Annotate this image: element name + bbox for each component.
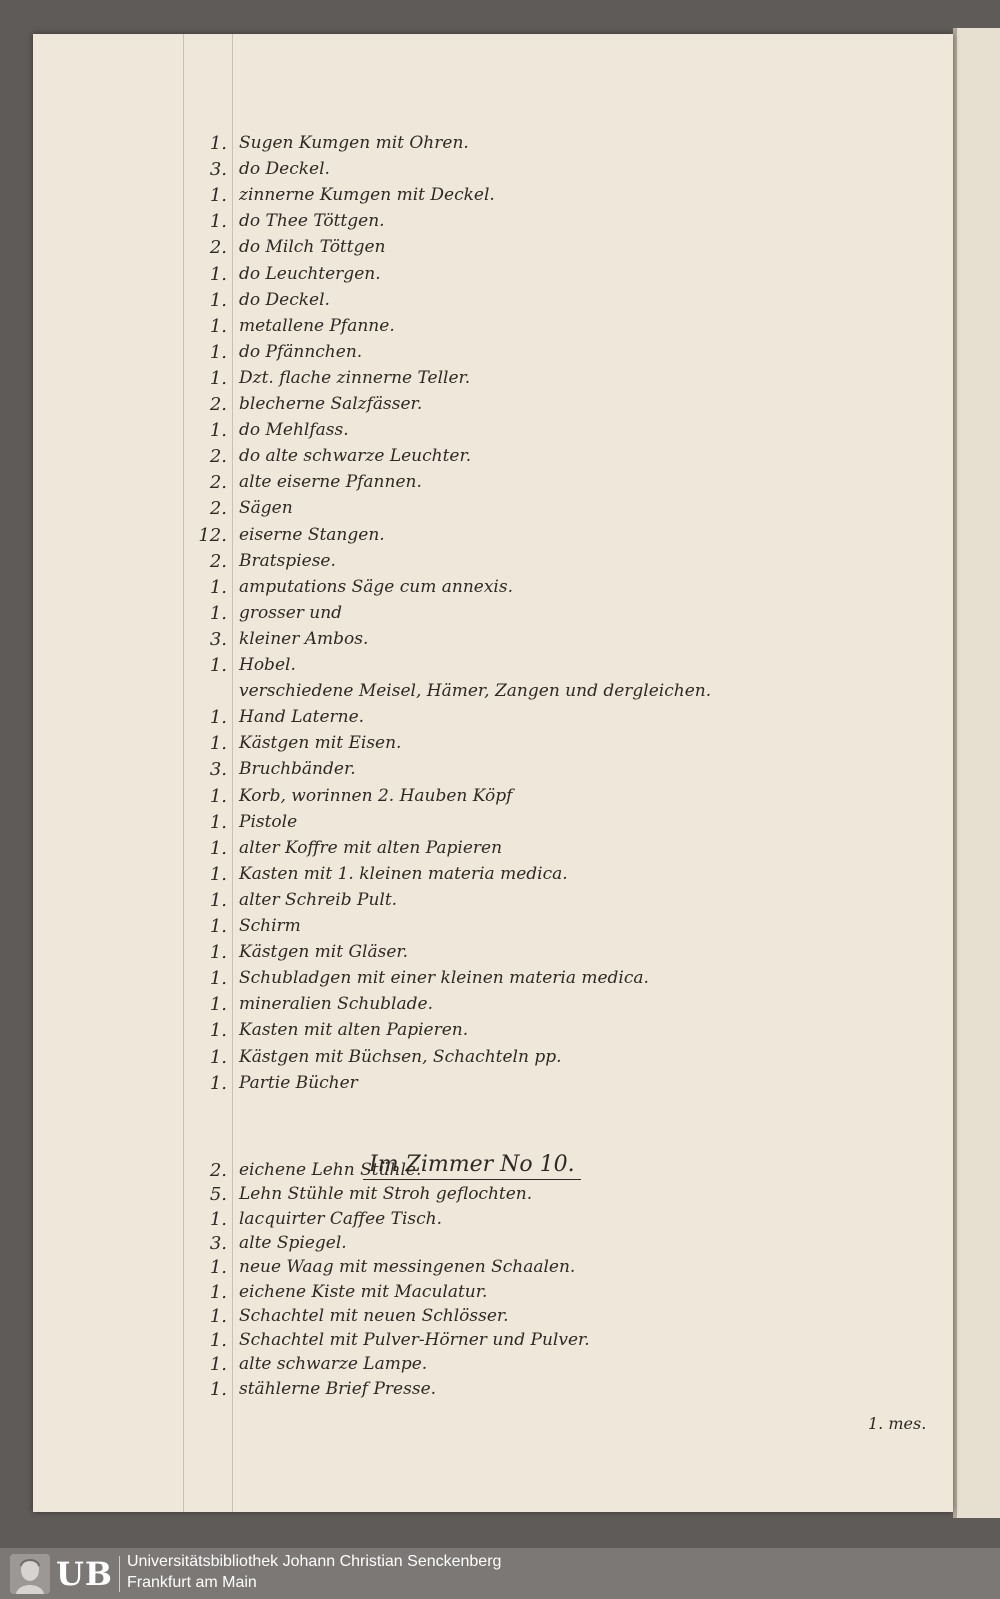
entry-description: mineralien Schublade. xyxy=(239,994,433,1015)
inventory-entry xyxy=(195,264,895,288)
inventory-entry xyxy=(195,159,895,183)
entry-description: alte eiserne Pfannen. xyxy=(239,472,422,493)
inventory-entry xyxy=(195,1306,895,1330)
entry-quantity: 1. xyxy=(209,811,227,833)
inventory-entry xyxy=(195,994,895,1018)
entry-quantity: 1. xyxy=(209,133,227,154)
inventory-entry xyxy=(195,1073,895,1097)
inventory-entry xyxy=(195,916,895,940)
entry-quantity: 1. xyxy=(209,655,227,676)
entry-description: Schubladgen mit einer kleinen materia medica. xyxy=(239,968,649,989)
inventory-entry xyxy=(195,968,895,992)
entry-quantity: 2. xyxy=(209,472,227,494)
ub-logo: UB xyxy=(56,1555,113,1593)
senckenberg-portrait-icon xyxy=(10,1554,50,1594)
entry-description: amputations Säge cum annexis. xyxy=(239,576,514,597)
entry-description: Kästgen mit Gläser. xyxy=(239,942,409,963)
entry-description: eichene Lehn Stühle. xyxy=(239,1160,422,1180)
entry-description: Kasten mit alten Papieren. xyxy=(239,1020,469,1041)
entry-description: alte schwarze Lampe. xyxy=(239,1354,428,1375)
entry-quantity: 2. xyxy=(209,550,227,572)
inventory-entry xyxy=(195,655,895,679)
entry-quantity: 3. xyxy=(209,1232,227,1254)
entry-quantity: 1. xyxy=(209,707,227,729)
entry-description: alte Spiegel. xyxy=(239,1232,347,1253)
inventory-entry xyxy=(195,525,895,549)
entry-description: alter Schreib Pult. xyxy=(239,889,398,910)
library-footer xyxy=(0,1548,1000,1599)
entry-quantity: 1. xyxy=(209,968,227,990)
entry-quantity: 1. xyxy=(209,837,227,859)
entry-quantity: 2. xyxy=(209,237,227,259)
entry-description: blecherne Salzfässer. xyxy=(239,394,423,414)
entry-description: kleiner Ambos. xyxy=(239,628,369,649)
inventory-entry xyxy=(195,1354,895,1378)
entry-quantity: 3. xyxy=(209,159,227,181)
page-gutter-shadow xyxy=(953,28,957,1518)
inventory-entry xyxy=(195,1160,895,1184)
entry-quantity: 1. xyxy=(209,942,227,964)
entry-description: Kästgen mit Eisen. xyxy=(239,733,402,754)
entry-description: Sugen Kumgen mit Ohren. xyxy=(239,133,469,153)
entry-quantity: 1. xyxy=(209,916,227,937)
entry-quantity: 1. xyxy=(209,1330,227,1352)
inventory-entry xyxy=(195,890,895,914)
entry-description: Pistole xyxy=(239,811,298,832)
entry-quantity: 3. xyxy=(209,628,227,650)
entry-quantity: 1. xyxy=(209,211,227,233)
entry-quantity: 2. xyxy=(209,498,227,520)
entry-description: Partie Bücher xyxy=(239,1072,358,1093)
entry-description: do Milch Töttgen xyxy=(239,237,386,258)
entry-description: do Pfännchen. xyxy=(239,341,363,362)
inventory-entry xyxy=(195,759,895,783)
inventory-entry xyxy=(195,812,895,836)
catchword: 1. mes. xyxy=(868,1414,927,1433)
entry-quantity: 1. xyxy=(209,1208,227,1230)
entry-quantity: 1. xyxy=(209,1281,227,1303)
entry-quantity: 1. xyxy=(209,602,227,624)
entry-description: do Leuchtergen. xyxy=(239,263,381,284)
entry-description: do alte schwarze Leuchter. xyxy=(239,446,472,467)
entry-quantity: 2. xyxy=(209,1160,227,1181)
entry-description: eichene Kiste mit Maculatur. xyxy=(239,1281,488,1302)
inventory-entry xyxy=(195,603,895,627)
entry-quantity: 1. xyxy=(209,1378,227,1400)
inventory-entry xyxy=(195,838,895,862)
entry-quantity: 1. xyxy=(209,263,227,285)
inventory-entry xyxy=(195,211,895,235)
inventory-entry xyxy=(195,394,895,418)
entry-quantity: 1. xyxy=(209,341,227,363)
entry-quantity: 12. xyxy=(198,524,227,546)
inventory-entry xyxy=(195,577,895,601)
entry-quantity: 1. xyxy=(209,785,227,807)
inventory-entry xyxy=(195,1233,895,1257)
entry-description: Kasten mit 1. kleinen materia medica. xyxy=(239,863,568,884)
entry-description: neue Waag mit messingenen Schaalen. xyxy=(239,1257,576,1278)
entry-description: Hobel. xyxy=(239,655,296,675)
inventory-entry xyxy=(195,133,895,157)
entry-quantity: 1. xyxy=(209,367,227,389)
institution-name: Universitätsbibliothek Johann Christian Senckenberg xyxy=(127,1553,502,1570)
entry-quantity: 5. xyxy=(209,1184,227,1206)
entry-description: grosser und xyxy=(239,602,343,623)
entry-quantity: 1. xyxy=(209,1046,227,1068)
entry-quantity: 1. xyxy=(209,315,227,337)
entry-description: Hand Laterne. xyxy=(239,707,365,728)
inventory-entry xyxy=(195,1184,895,1208)
inventory-entry xyxy=(195,1020,895,1044)
facing-page-edge xyxy=(955,28,1000,1518)
inventory-entry xyxy=(195,420,895,444)
entry-quantity: 1. xyxy=(209,733,227,755)
inventory-entry xyxy=(195,316,895,340)
entry-description: Bratspiese. xyxy=(239,550,336,571)
institution-city: Frankfurt am Main xyxy=(127,1574,257,1591)
inventory-entry xyxy=(195,551,895,575)
entry-quantity: 1. xyxy=(209,1354,227,1376)
entry-quantity: 2. xyxy=(209,394,227,415)
entry-description: Schirm xyxy=(239,916,301,936)
entry-quantity: 1. xyxy=(209,1020,227,1042)
inventory-entry xyxy=(195,237,895,261)
entry-quantity: 1. xyxy=(209,576,227,598)
inventory-entry xyxy=(195,786,895,810)
inventory-entry xyxy=(195,1282,895,1306)
entry-description: Korb, worinnen 2. Hauben Köpf xyxy=(239,785,513,806)
inventory-entry xyxy=(195,629,895,653)
inventory-entry xyxy=(195,368,895,392)
entry-description: do Mehlfass. xyxy=(239,420,349,441)
entry-description: do Thee Töttgen. xyxy=(239,211,385,232)
entry-description: Schachtel mit Pulver-Hörner und Pulver. xyxy=(239,1330,590,1351)
entry-quantity: 2. xyxy=(209,446,227,468)
entry-description: lacquirter Caffee Tisch. xyxy=(239,1208,442,1229)
entry-quantity: 1. xyxy=(209,889,227,911)
entry-description: verschiedene Meisel, Hämer, Zangen und dergleichen. xyxy=(239,681,712,702)
inventory-entry xyxy=(195,942,895,966)
entry-description: Lehn Stühle mit Stroh geflochten. xyxy=(239,1184,533,1205)
entry-description: do Deckel. xyxy=(239,159,330,180)
inventory-entry xyxy=(195,707,895,731)
entry-quantity: 1. xyxy=(209,1305,227,1327)
entry-description: Kästgen mit Büchsen, Schachteln pp. xyxy=(239,1046,562,1067)
entry-quantity: 1. xyxy=(209,420,227,442)
inventory-entry xyxy=(195,864,895,888)
inventory-entry xyxy=(195,1257,895,1281)
entry-description: metallene Pfanne. xyxy=(239,315,395,336)
entry-description: do Deckel. xyxy=(239,289,330,310)
inventory-entry xyxy=(195,1330,895,1354)
entry-quantity: 1. xyxy=(209,289,227,311)
entry-quantity: 1. xyxy=(209,994,227,1016)
entry-description: zinnerne Kumgen mit Deckel. xyxy=(239,185,495,206)
inventory-entry xyxy=(195,1047,895,1071)
inventory-entry xyxy=(195,681,895,705)
inventory-entry xyxy=(195,1209,895,1233)
inventory-entry xyxy=(195,185,895,209)
inventory-entry xyxy=(195,472,895,496)
entry-quantity: 1. xyxy=(209,1072,227,1094)
entry-quantity: 1. xyxy=(209,185,227,207)
inventory-entry xyxy=(195,1379,895,1403)
inventory-entry xyxy=(195,733,895,757)
entry-quantity: 1. xyxy=(209,863,227,885)
entry-description: Dzt. flache zinnerne Teller. xyxy=(239,367,471,388)
entry-description: Schachtel mit neuen Schlösser. xyxy=(239,1305,509,1326)
entry-quantity: 3. xyxy=(209,759,227,781)
room-heading: Im Zimmer No 10. xyxy=(363,1152,581,1180)
inventory-entry xyxy=(195,290,895,314)
inventory-entry xyxy=(195,446,895,470)
entry-description: Sägen xyxy=(239,498,293,519)
entry-quantity: 1. xyxy=(209,1257,227,1279)
inventory-entry xyxy=(195,498,895,522)
entry-description: Bruchbänder. xyxy=(239,759,356,780)
entry-description: eiserne Stangen. xyxy=(239,524,385,545)
inventory-entry xyxy=(195,342,895,366)
ruled-margin-line xyxy=(183,34,184,1512)
logo-divider xyxy=(119,1556,120,1592)
entry-description: alter Koffre mit alten Papieren xyxy=(239,837,503,858)
entry-description: stählerne Brief Presse. xyxy=(239,1378,437,1399)
